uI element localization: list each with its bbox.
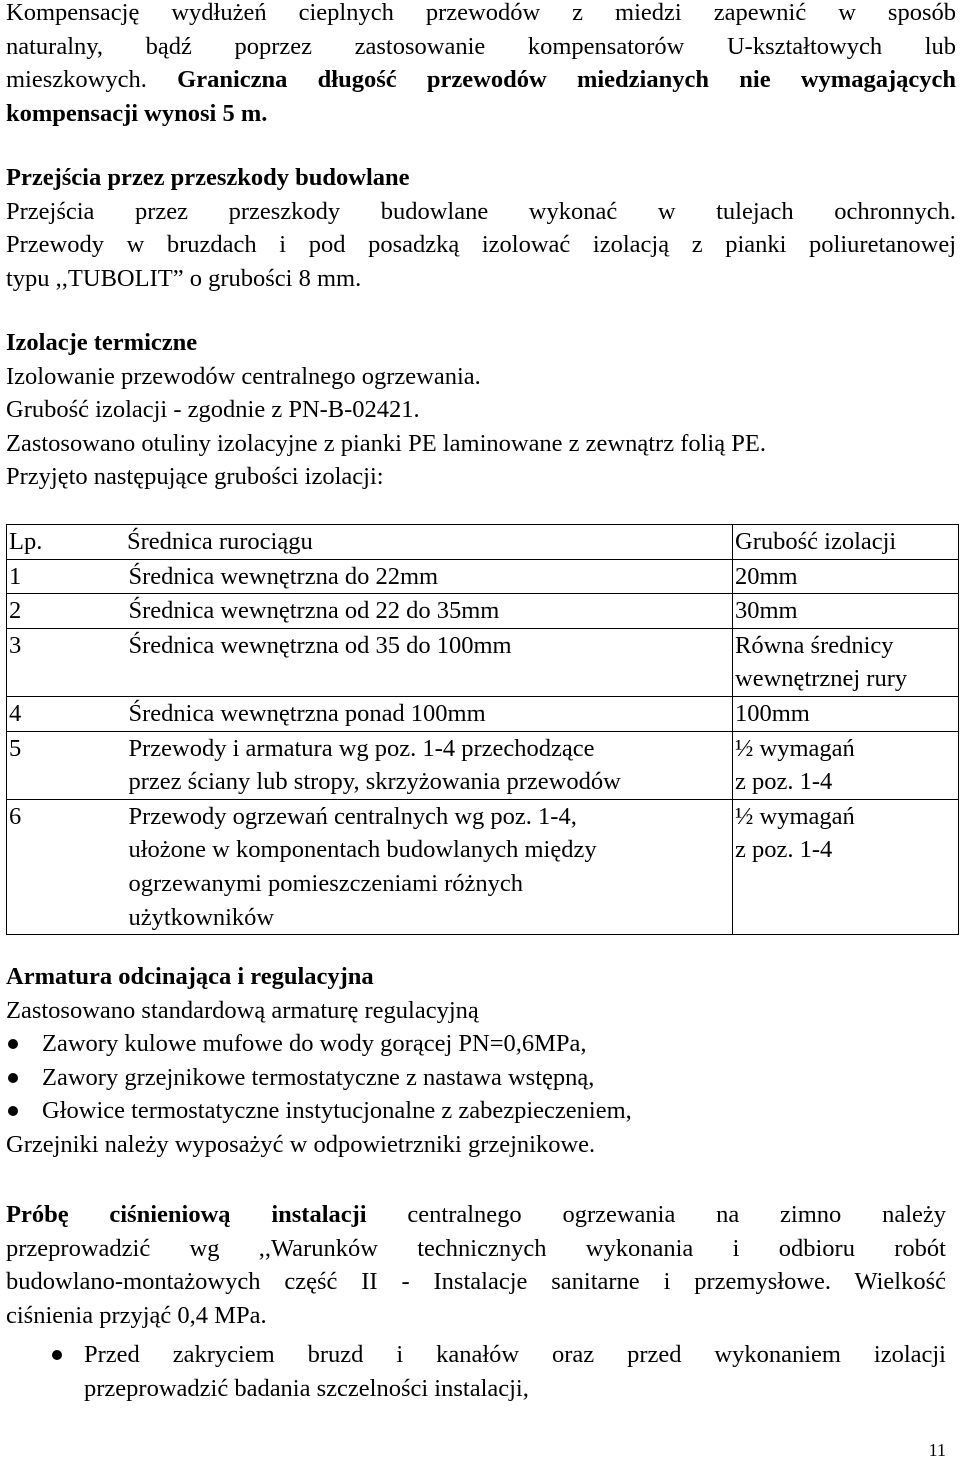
section-heading: Armatura odcinająca i regulacyjna <box>6 963 374 990</box>
izolacje-line-2: Grubość izolacji - zgodnie z PN-B-02421. <box>6 396 420 424</box>
cell-lp: 2 <box>7 594 127 629</box>
cell-lp: 6 <box>7 799 127 934</box>
cell-diameter <box>127 731 733 799</box>
page-number: 11 <box>928 1440 946 1460</box>
proba-bullet-line-2: przeprowadzić badania szczelności instalacji, <box>84 1374 529 1402</box>
section-heading: Izolacje termiczne <box>6 329 198 356</box>
insulation-table <box>6 524 959 935</box>
cell-thickness <box>733 799 959 934</box>
cell-diameter-line: użytkowników <box>128 903 275 931</box>
przejscia-line-2: Przewody w bruzdach i pod posadzką izolować izolacją z pianki poliuretanowej <box>6 231 956 259</box>
table-row <box>7 731 959 799</box>
cell-diameter <box>127 594 733 629</box>
table-row <box>7 628 959 696</box>
cell-diameter-line: Średnica wewnętrzna od 35 do 100mm <box>128 631 512 659</box>
proba-line-1-rest: centralnego ogrzewania na zimno należy <box>407 1201 947 1228</box>
header-lp: Lp. <box>9 528 43 555</box>
cell-thickness-line: 20mm <box>735 562 798 590</box>
cell-thickness <box>733 731 959 799</box>
table-header-row <box>7 525 959 560</box>
cell-diameter-line: przez ściany lub stropy, skrzyżowania przewodów <box>128 768 621 796</box>
cell-thickness-line: ½ wymagań <box>735 734 855 762</box>
header-cell-diameter <box>7 525 733 560</box>
proba-line-4: ciśnienia przyjąć 0,4 MPa. <box>6 1301 267 1329</box>
cell-lp: 5 <box>7 731 127 799</box>
proba-bullet-list <box>6 1338 946 1405</box>
list-item: Głowice termostatyczne instytucjonalne z zabezpieczeniem, <box>6 1094 956 1128</box>
cell-thickness <box>733 628 959 696</box>
intro-line-4-bold: kompensacji wynosi 5 m. <box>6 99 268 127</box>
cell-thickness-line: wewnętrznej rury <box>735 665 908 693</box>
header-srednica: Średnica rurociągu <box>127 528 313 555</box>
cell-thickness-line: Równa średnicy <box>735 631 894 659</box>
cell-diameter-line: Przewody i armatura wg poz. 1-4 przechodzące <box>128 734 595 762</box>
cell-thickness-line: z poz. 1-4 <box>735 836 833 864</box>
proba-line-2: przeprowadzić wg ,,Warunków technicznych wykonania i odbioru robót <box>6 1234 946 1262</box>
table-row <box>7 559 959 594</box>
cell-diameter-line: Średnica wewnętrzna do 22mm <box>128 562 439 590</box>
cell-thickness-line: 30mm <box>735 597 798 625</box>
section-izolacje <box>6 326 956 494</box>
cell-diameter <box>127 696 733 731</box>
cell-lp: 3 <box>7 628 127 696</box>
table-row <box>7 594 959 629</box>
cell-diameter <box>127 799 733 934</box>
list-item: Zawory kulowe mufowe do wody gorącej PN=0,6MPa, <box>6 1027 956 1061</box>
section-heading: Przejścia przez przeszkody budowlane <box>6 164 410 191</box>
cell-thickness <box>733 559 959 594</box>
przejscia-line-1: Przejścia przez przeszkody budowlane wykonać w tulejach ochronnych. <box>6 197 956 225</box>
proba-line-3: budowlano-montażowych część II - Instalacje sanitarne i przemysłowe. Wielkość <box>6 1268 946 1296</box>
cell-thickness <box>733 696 959 731</box>
cell-thickness-line: ½ wymagań <box>735 802 855 830</box>
proba-bullet-line-1: Przed zakryciem bruzd i kanałów oraz przed wykonaniem izolacji <box>84 1341 946 1369</box>
cell-diameter-line: ułożone w komponentach budowlanych między <box>128 836 597 864</box>
izolacje-line-1: Izolowanie przewodów centralnego ogrzewania. <box>6 362 481 390</box>
armatura-intro: Zastosowano standardową armaturę regulacyjną <box>6 996 479 1024</box>
armatura-bullet-list <box>6 1027 956 1128</box>
list-item <box>6 1338 946 1405</box>
intro-line-1: Kompensację wydłużeń cieplnych przewodów z miedzi zapewnić w sposób <box>6 0 956 26</box>
cell-thickness-line: z poz. 1-4 <box>735 768 833 796</box>
cell-diameter <box>127 559 733 594</box>
cell-diameter <box>127 628 733 696</box>
intro-line-3 <box>6 63 956 97</box>
cell-lp: 4 <box>7 696 127 731</box>
izolacje-line-4: Przyjęto następujące grubości izolacji: <box>6 463 384 491</box>
proba-bold-lead: Próbę ciśnieniową instalacji <box>6 1201 367 1228</box>
armatura-outro: Grzejniki należy wyposażyć w odpowietrzniki grzejnikowe. <box>6 1130 596 1158</box>
section-proba <box>6 1198 946 1406</box>
table-row <box>7 799 959 934</box>
cell-lp: 1 <box>7 559 127 594</box>
cell-diameter-line: Przewody ogrzewań centralnych wg poz. 1-4, <box>128 802 577 830</box>
izolacje-line-3: Zastosowano otuliny izolacyjne z pianki PE laminowane z zewnątrz folią PE. <box>6 429 766 457</box>
cell-diameter-line: Średnica wewnętrzna od 22 do 35mm <box>128 597 500 625</box>
section-przejscia <box>6 161 956 295</box>
proba-line-1 <box>6 1198 946 1232</box>
table-row <box>7 696 959 731</box>
cell-diameter-line: ogrzewanymi pomieszczeniami różnych <box>128 869 524 897</box>
intro-line-2: naturalny, bądź poprzez zastosowanie kompensatorów U-kształtowych lub <box>6 32 956 60</box>
list-item: Zawory grzejnikowe termostatyczne z nastawa wstępną, <box>6 1061 956 1095</box>
intro-paragraph <box>6 0 956 130</box>
insulation-table-body <box>7 525 959 935</box>
header-cell-thickness: Grubość izolacji <box>733 525 959 560</box>
section-armatura <box>6 960 956 1162</box>
intro-line-4 <box>6 97 956 131</box>
cell-diameter-line: Średnica wewnętrzna ponad 100mm <box>128 699 486 727</box>
cell-thickness <box>733 594 959 629</box>
intro-line-3-regular: mieszkowych. <box>6 66 147 94</box>
przejscia-line-3: typu ,,TUBOLIT” o grubości 8 mm. <box>6 264 362 292</box>
intro-line-3-bold: Graniczna długość przewodów miedzianych nie wymagających <box>177 66 957 94</box>
cell-thickness-line: 100mm <box>735 699 810 727</box>
